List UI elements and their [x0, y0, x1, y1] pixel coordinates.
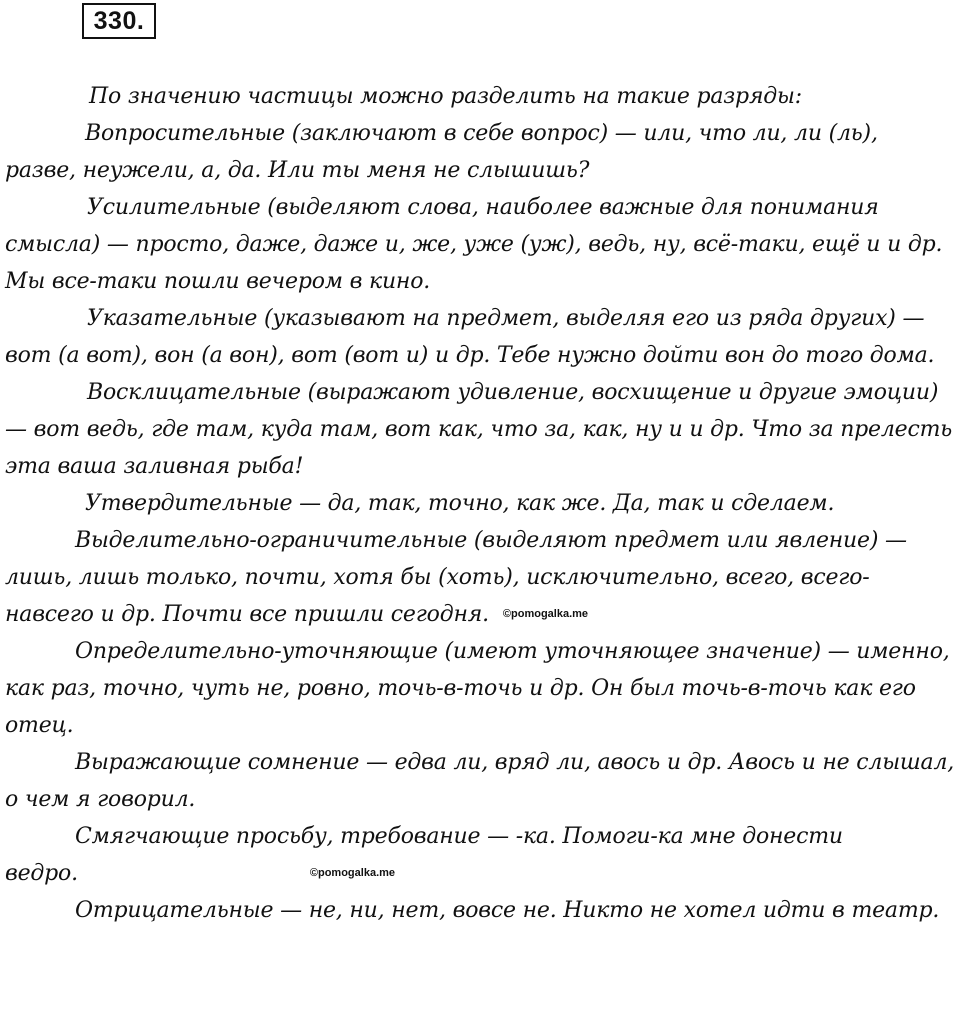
paragraph-demonstrative: [5, 300, 955, 374]
paragraph-text: Указательные (указывают на предмет, выделяя его из ряда других) — вот (а вот), вон (а вон), вот (вот и) и др. Тебе нужно дойти вон до того дома.: [5, 306, 935, 368]
paragraph-text: Выражающие сомнение — едва ли, вряд ли, авось и др. Авось и не слышал, о чем я говорил.: [5, 750, 955, 812]
paragraph-interrogative: [5, 115, 955, 189]
paragraph-exclamatory: [5, 374, 955, 485]
paragraph-intensifying: [5, 189, 955, 300]
paragraph-restrictive: [5, 522, 955, 633]
paragraph-text: Выделительно-ограничительные (выделяют предмет или явление) — лишь, лишь только, почти, хотя бы (хоть), исключительно, всего, всего-навсего и др. Почти все пришли сегодня.: [5, 528, 907, 627]
paragraph-text: Утвердительные — да, так, точно, как же. Да, так и сделаем.: [85, 491, 835, 516]
paragraph-text: Смягчающие просьбу, требование — -ка. Помоги-ка мне донести ведро.: [5, 824, 843, 886]
paragraph-softening: [5, 818, 955, 892]
paragraph-text: Отрицательные — не, ни, нет, вовсе не. Никто не хотел идти в театр.: [75, 898, 940, 923]
paragraph-text: Вопросительные (заключают в себе вопрос) — или, что ли, ли (ль), разве, неужели, а, да. Или ты меня не слышишь?: [5, 121, 878, 183]
paragraph-text: Усилительные (выделяют слова, наиболее важные для понимания смысла) — просто, даже, даже и, же, уже (уж), ведь, ну, всё-таки, ещё и и др. Мы все-таки пошли вечером в кино.: [5, 195, 943, 294]
task-number-box: 330.: [82, 3, 156, 39]
paragraph-intro: [5, 78, 955, 115]
watermark-text: ©pomogalka.me: [502, 608, 589, 620]
paragraph-text: Определительно-уточняющие (имеют уточняющее значение) — именно, как раз, точно, чуть не, ровно, точь-в-точь и др. Он был точь-в-точь как его отец.: [5, 639, 950, 738]
exercise-text: [5, 78, 955, 929]
paragraph-affirmative: [5, 485, 955, 522]
paragraph-text: По значению частицы можно разделить на такие разряды:: [89, 84, 802, 109]
paragraph-specifying: [5, 633, 955, 744]
watermark-text: ©pomogalka.me: [309, 867, 396, 879]
paragraph-negative: [5, 892, 955, 929]
paragraph-text: Восклицательные (выражают удивление, восхищение и другие эмоции) — вот ведь, где там, куда там, вот как, что за, как, ну и и др. Что за прелесть эта ваша заливная рыба!: [5, 380, 953, 479]
paragraph-doubt: [5, 744, 955, 818]
